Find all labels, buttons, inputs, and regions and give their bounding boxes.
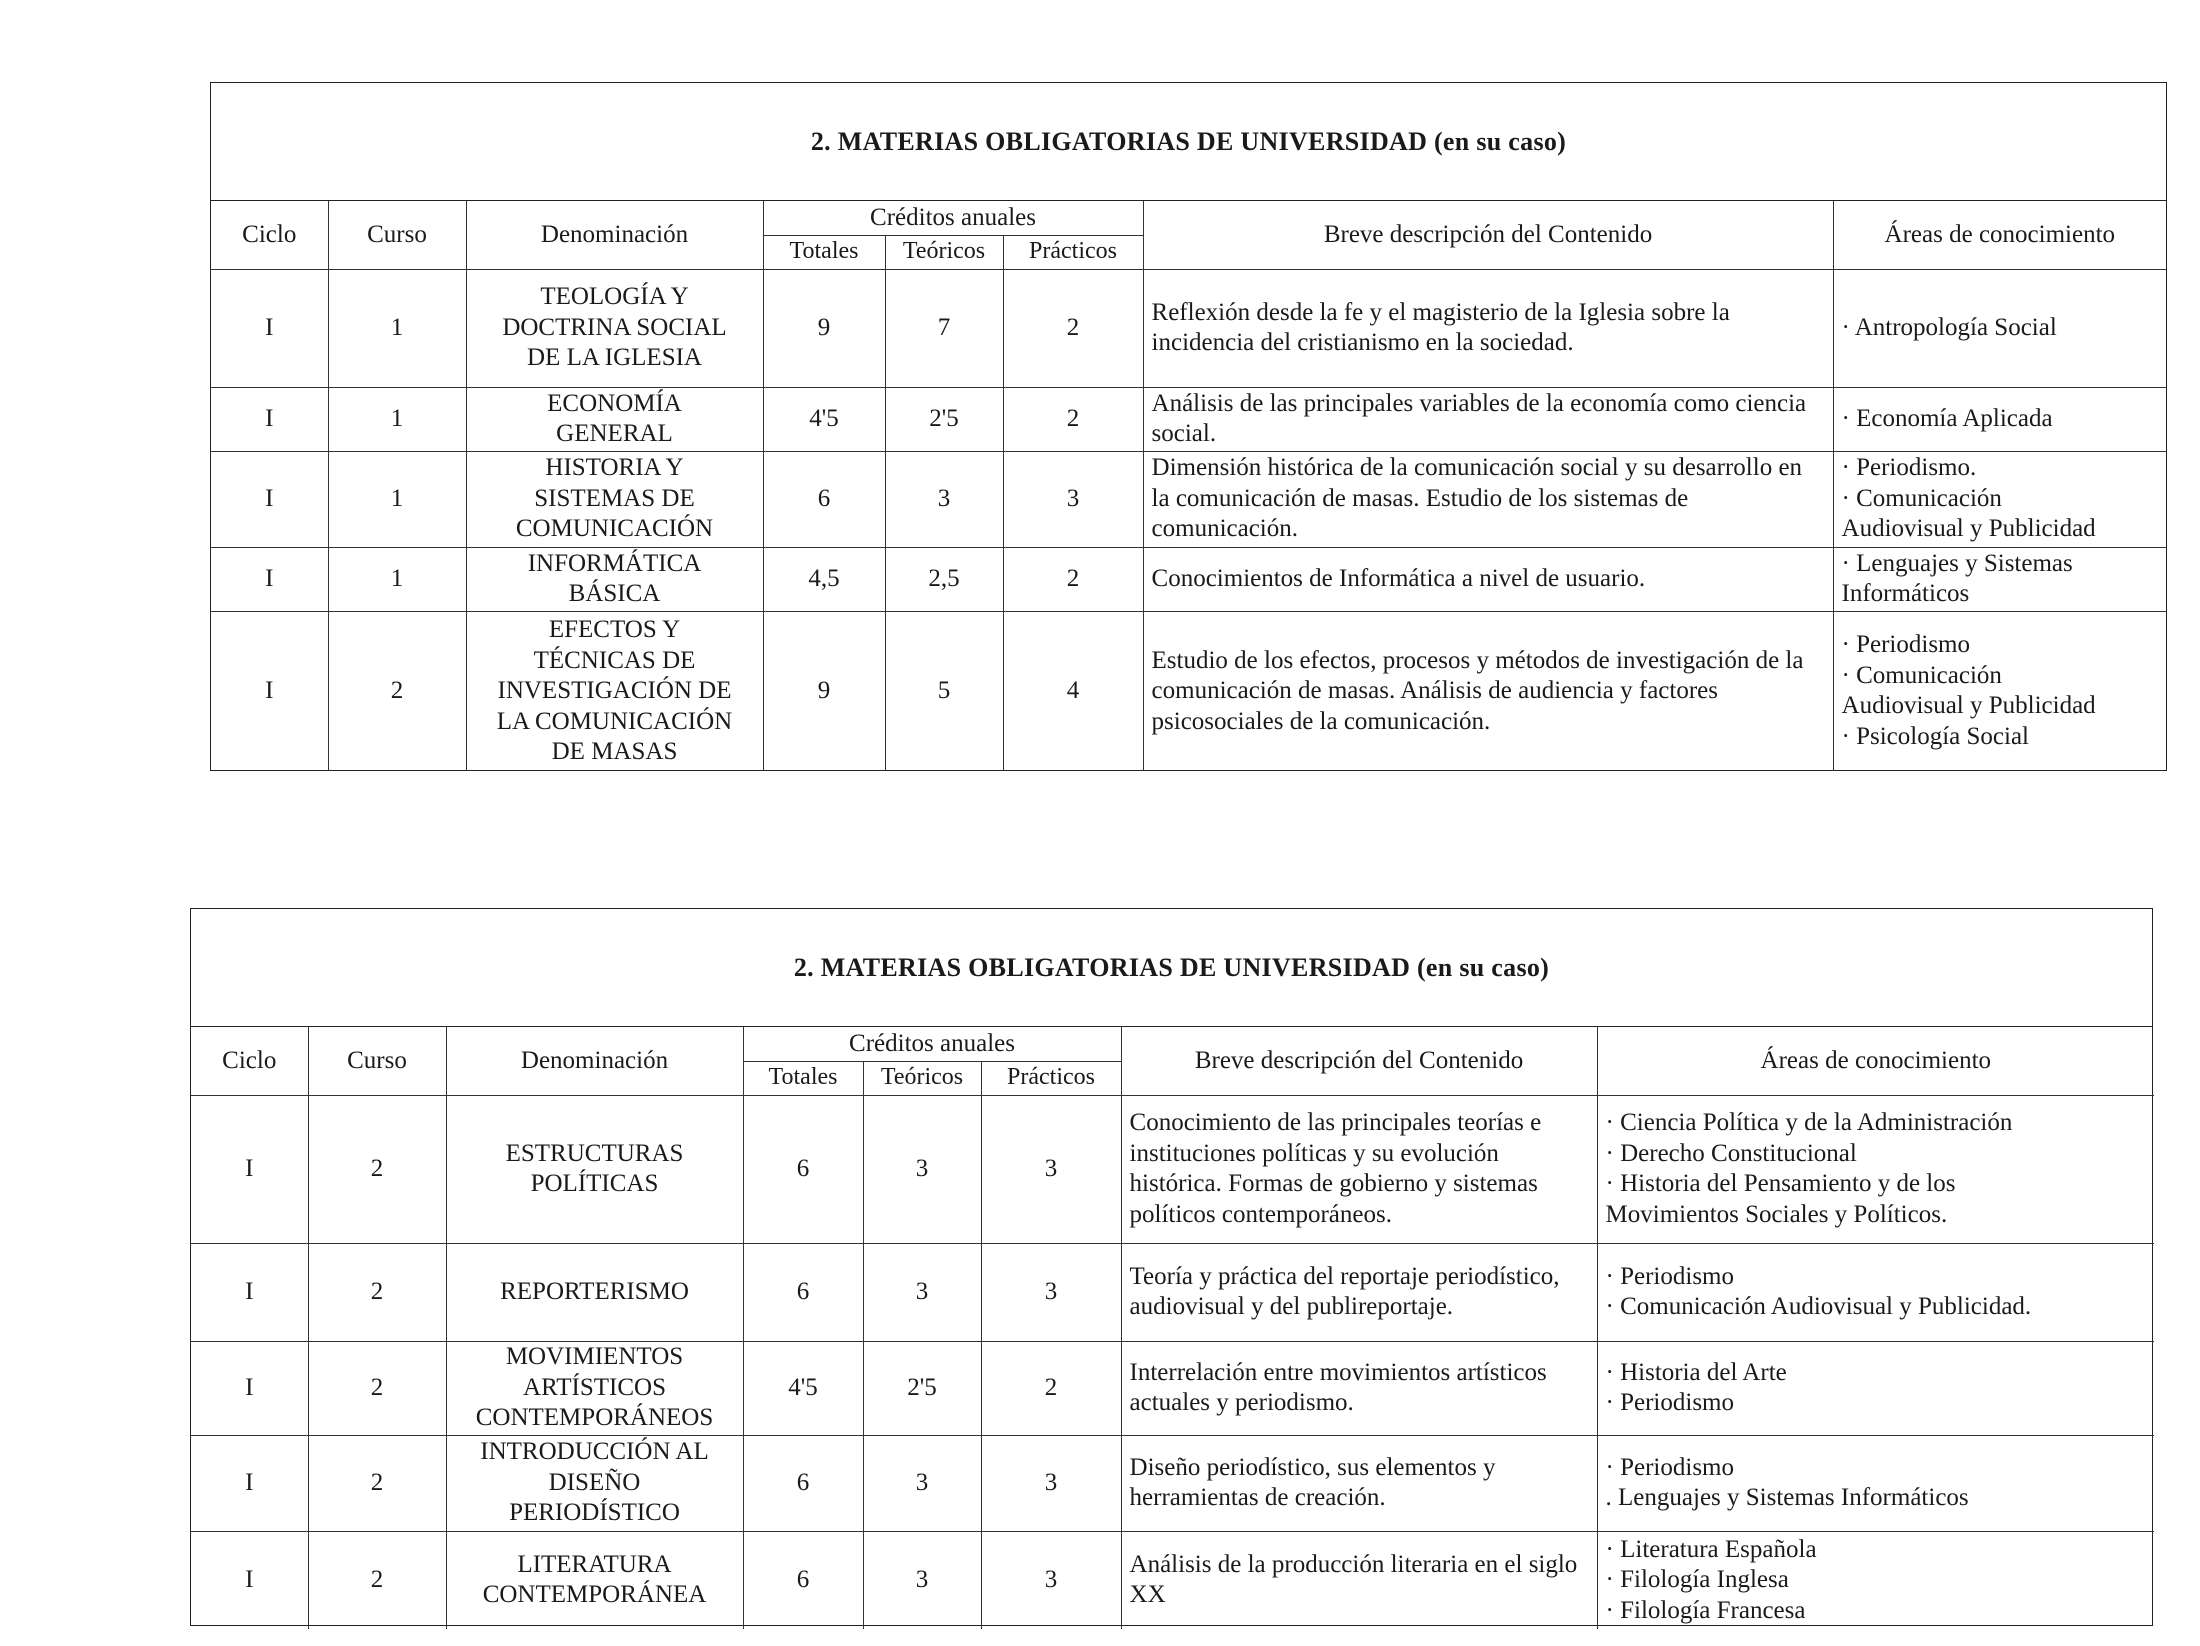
materias-grid <box>211 201 2166 771</box>
cell-areas <box>1597 1531 2154 1629</box>
area-line: · Comunicación Audiovisual y Publicidad. <box>1605 1293 2032 1320</box>
cell-denominacion <box>466 611 763 771</box>
header-teoricos: Teóricos <box>863 1061 981 1095</box>
cell-practicos: 3 <box>981 1095 1121 1243</box>
cell-curso: 1 <box>328 269 466 387</box>
materias-table-1 <box>210 82 2167 771</box>
cell-totales: 6 <box>743 1531 863 1629</box>
cell-ciclo: I <box>191 1341 308 1435</box>
cell-teoricos: 3 <box>863 1435 981 1531</box>
cell-ciclo: I <box>191 1095 308 1243</box>
cell-curso: 2 <box>308 1243 446 1341</box>
cell-descripcion: Dimensión histórica de la comunicación social y su desarrollo en la comunicación de masas. Estudio de los sistemas de comunicación. <box>1143 451 1833 547</box>
header-creditos: Créditos anuales <box>763 201 1143 235</box>
area-line: · Filología Inglesa <box>1605 1566 1789 1593</box>
cell-descripcion: Estudio de los efectos, procesos y métodos de investigación de la comunicación de masas. Análisis de audiencia y factores psicosociales de la comunicación. <box>1143 611 1833 771</box>
area-line: . Lenguajes y Sistemas Informáticos <box>1605 1484 1969 1511</box>
cell-curso: 2 <box>308 1531 446 1629</box>
cell-practicos: 3 <box>1003 451 1143 547</box>
header-practicos: Prácticos <box>981 1061 1121 1095</box>
denominacion-line: LA COMUNICACIÓN <box>496 707 733 735</box>
header-curso: Curso <box>308 1027 446 1095</box>
cell-curso: 2 <box>308 1341 446 1435</box>
cell-areas <box>1833 269 2166 387</box>
header-ciclo: Ciclo <box>211 201 328 269</box>
cell-areas <box>1597 1243 2154 1341</box>
header-curso: Curso <box>328 201 466 269</box>
area-line: · Comunicación <box>1841 484 2002 512</box>
cell-areas <box>1833 387 2166 451</box>
cell-practicos: 4 <box>1003 611 1143 771</box>
area-line: · Economía Aplicada <box>1841 404 2053 432</box>
cell-totales: 6 <box>763 451 885 547</box>
cell-totales: 9 <box>763 611 885 771</box>
cell-teoricos: 2,5 <box>885 547 1003 611</box>
cell-practicos: 3 <box>981 1435 1121 1531</box>
cell-totales: 4,5 <box>763 547 885 611</box>
cell-descripcion: Interrelación entre movimientos artísticos actuales y periodismo. <box>1121 1341 1597 1435</box>
denominacion-line: LITERATURA <box>517 1550 672 1578</box>
area-line: Movimientos Sociales y Políticos. <box>1605 1200 1948 1228</box>
area-line: · Periodismo. <box>1841 454 1977 482</box>
cell-ciclo: I <box>211 387 328 451</box>
cell-areas <box>1833 547 2166 611</box>
header-teoricos: Teóricos <box>885 235 1003 269</box>
denominacion-line: PERIODÍSTICO <box>509 1499 680 1527</box>
cell-ciclo: I <box>211 269 328 387</box>
denominacion-line: POLÍTICAS <box>530 1170 659 1197</box>
table-row <box>211 387 2166 451</box>
area-line: · Periodismo <box>1605 1262 1734 1290</box>
header-areas: Áreas de conocimiento <box>1597 1027 2154 1095</box>
cell-teoricos: 3 <box>863 1243 981 1341</box>
cell-teoricos: 2'5 <box>863 1341 981 1435</box>
cell-descripcion: Teoría y práctica del reportaje periodístico, audiovisual y del publireportaje. <box>1121 1243 1597 1341</box>
cell-curso: 2 <box>308 1435 446 1531</box>
table-row <box>211 547 2166 611</box>
cell-denominacion <box>466 269 763 387</box>
cell-totales: 6 <box>743 1243 863 1341</box>
denominacion-line: DOCTRINA SOCIAL <box>502 313 727 341</box>
cell-curso: 2 <box>328 611 466 771</box>
denominacion-line: MOVIMIENTOS <box>505 1343 684 1371</box>
header-denominacion: Denominación <box>446 1027 743 1095</box>
area-line: · Ciencia Política y de la Administración <box>1605 1109 2013 1136</box>
cell-areas <box>1833 611 2166 771</box>
cell-denominacion <box>446 1531 743 1629</box>
materias-grid <box>191 1027 2154 1629</box>
table-title: 2. MATERIAS OBLIGATORIAS DE UNIVERSIDAD (en su caso) <box>211 83 2166 201</box>
denominacion-line: DISEÑO <box>548 1468 641 1496</box>
cell-practicos: 3 <box>981 1531 1121 1629</box>
cell-teoricos: 3 <box>885 451 1003 547</box>
materias-table-2 <box>190 908 2153 1626</box>
table-row <box>191 1095 2154 1243</box>
denominacion-line: ECONOMÍA <box>547 389 682 417</box>
area-line: · Literatura Española <box>1605 1535 1817 1563</box>
cell-practicos: 2 <box>1003 547 1143 611</box>
cell-totales: 6 <box>743 1435 863 1531</box>
header-ciclo: Ciclo <box>191 1027 308 1095</box>
cell-totales: 4'5 <box>743 1341 863 1435</box>
cell-ciclo: I <box>191 1435 308 1531</box>
denominacion-line: INTRODUCCIÓN AL <box>480 1438 709 1466</box>
denominacion-line: CONTEMPORÁNEA <box>482 1581 707 1609</box>
cell-ciclo: I <box>211 611 328 771</box>
cell-teoricos: 3 <box>863 1531 981 1629</box>
table-row <box>191 1435 2154 1531</box>
cell-denominacion <box>446 1435 743 1531</box>
cell-areas <box>1597 1341 2154 1435</box>
table-row <box>211 269 2166 387</box>
cell-practicos: 3 <box>981 1243 1121 1341</box>
area-line: · Periodismo <box>1605 1453 1734 1481</box>
cell-descripcion: Conocimientos de Informática a nivel de usuario. <box>1143 547 1833 611</box>
cell-practicos: 2 <box>1003 269 1143 387</box>
denominacion-line: HISTORIA Y <box>545 454 684 482</box>
table-title: 2. MATERIAS OBLIGATORIAS DE UNIVERSIDAD (en su caso) <box>191 909 2152 1027</box>
cell-ciclo: I <box>211 547 328 611</box>
denominacion-line: TEOLOGÍA Y <box>540 283 689 311</box>
denominacion-line: REPORTERISMO <box>500 1277 689 1305</box>
header-descripcion: Breve descripción del Contenido <box>1143 201 1833 269</box>
area-line: · Periodismo <box>1605 1389 1734 1416</box>
cell-teoricos: 7 <box>885 269 1003 387</box>
cell-totales: 4'5 <box>763 387 885 451</box>
cell-practicos: 2 <box>1003 387 1143 451</box>
header-totales: Totales <box>743 1061 863 1095</box>
cell-curso: 1 <box>328 387 466 451</box>
cell-ciclo: I <box>191 1531 308 1629</box>
area-line: Informáticos <box>1841 580 1970 607</box>
denominacion-line: CONTEMPORÁNEOS <box>475 1404 714 1432</box>
denominacion-line: EFECTOS Y <box>548 616 681 643</box>
header-totales: Totales <box>763 235 885 269</box>
table-row <box>211 451 2166 547</box>
denominacion-line: DE MASAS <box>551 738 678 765</box>
cell-practicos: 2 <box>981 1341 1121 1435</box>
denominacion-line: COMUNICACIÓN <box>515 515 714 543</box>
area-line: · Lenguajes y Sistemas <box>1841 549 2073 577</box>
area-line: · Periodismo <box>1841 631 1970 659</box>
cell-descripcion: Conocimiento de las principales teorías e instituciones políticas y su evolución histórica. Formas de gobierno y sistemas políticos contemporáneos. <box>1121 1095 1597 1243</box>
header-creditos: Créditos anuales <box>743 1027 1121 1061</box>
cell-descripcion: Análisis de las principales variables de la economía como ciencia social. <box>1143 387 1833 451</box>
cell-areas <box>1597 1435 2154 1531</box>
cell-totales: 6 <box>743 1095 863 1243</box>
area-line: · Historia del Pensamiento y de los <box>1605 1170 1956 1197</box>
table-row <box>191 1341 2154 1435</box>
cell-teoricos: 5 <box>885 611 1003 771</box>
table-row <box>191 1531 2154 1629</box>
denominacion-line: DE LA IGLESIA <box>527 344 702 372</box>
cell-teoricos: 3 <box>863 1095 981 1243</box>
table-row <box>211 611 2166 771</box>
cell-denominacion <box>446 1095 743 1243</box>
area-line: Audiovisual y Publicidad <box>1841 515 2096 543</box>
cell-denominacion <box>446 1341 743 1435</box>
area-line: · Comunicación <box>1841 661 2002 689</box>
header-areas: Áreas de conocimiento <box>1833 201 2166 269</box>
denominacion-line: INVESTIGACIÓN DE <box>497 677 732 704</box>
table-row <box>191 1243 2154 1341</box>
header-denominacion: Denominación <box>466 201 763 269</box>
area-line: Audiovisual y Publicidad <box>1841 692 2096 720</box>
cell-teoricos: 2'5 <box>885 387 1003 451</box>
cell-denominacion <box>466 387 763 451</box>
cell-denominacion <box>466 547 763 611</box>
cell-descripcion: Análisis de la producción literaria en el siglo XX <box>1121 1531 1597 1629</box>
cell-ciclo: I <box>211 451 328 547</box>
area-line: · Filología Francesa <box>1605 1596 1806 1624</box>
denominacion-line: INFORMÁTICA <box>527 549 702 577</box>
denominacion-line: ARTÍSTICOS <box>523 1373 666 1401</box>
cell-totales: 9 <box>763 269 885 387</box>
cell-areas <box>1597 1095 2154 1243</box>
header-descripcion: Breve descripción del Contenido <box>1121 1027 1597 1095</box>
cell-curso: 1 <box>328 547 466 611</box>
cell-ciclo: I <box>191 1243 308 1341</box>
cell-descripcion: Reflexión desde la fe y el magisterio de la Iglesia sobre la incidencia del cristianismo en la sociedad. <box>1143 269 1833 387</box>
denominacion-line: ESTRUCTURAS <box>505 1139 684 1167</box>
area-line: · Psicología Social <box>1841 722 2030 750</box>
area-line: · Antropología Social <box>1841 313 2057 341</box>
denominacion-line: BÁSICA <box>568 580 661 607</box>
denominacion-line: GENERAL <box>556 420 673 447</box>
cell-descripcion: Diseño periodístico, sus elementos y herramientas de creación. <box>1121 1435 1597 1531</box>
cell-curso: 2 <box>308 1095 446 1243</box>
area-line: · Derecho Constitucional <box>1605 1139 1857 1167</box>
area-line: · Historia del Arte <box>1605 1358 1787 1386</box>
header-practicos: Prácticos <box>1003 235 1143 269</box>
cell-areas <box>1833 451 2166 547</box>
cell-denominacion <box>446 1243 743 1341</box>
denominacion-line: SISTEMAS DE <box>534 484 695 512</box>
cell-curso: 1 <box>328 451 466 547</box>
cell-denominacion <box>466 451 763 547</box>
denominacion-line: TÉCNICAS DE <box>533 646 696 674</box>
